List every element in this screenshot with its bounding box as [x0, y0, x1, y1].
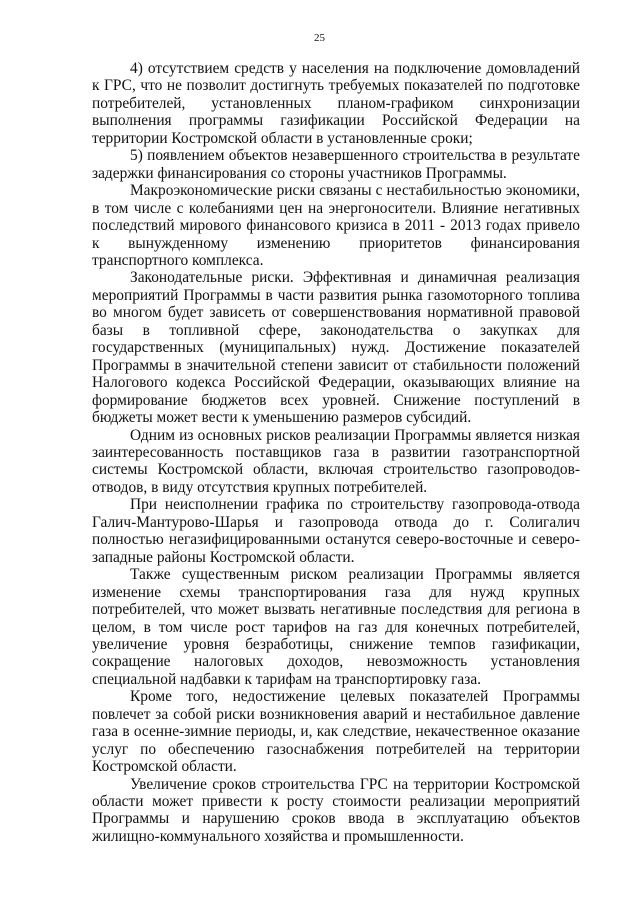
paragraph-legislative-risks: Законодательные риски. Эффективная и динамичная реализация мероприятий Программы в части развития рынка газомоторного топлива во многом будет зависеть от совершенствования нормативной правовой базы в топливной сфере, законодательства о закупках для государственных (муниципальных) нужд. Достижение показателей Программы в значительной степени зависит от стабильности положений Налогового кодекса Российской Федерации, оказывающих влияние на формирование бюджетов всех уровней. Снижение поступлений в бюджеты может вести к уменьшению размеров субсидий. — [92, 269, 580, 427]
paragraph-target-indicators: Кроме того, недостижение целевых показателей Программы повлечет за собой риски возникновения аварий и нестабильное давление газа в осенне-зимние периоды, и, как следствие, некачественное оказание услуг по обеспечению газоснабжения потребителей на территории Костромской области. — [92, 688, 580, 776]
paragraph-item-5: 5) появлением объектов незавершенного строительства в результате задержки финансирования со стороны участников Программы. — [92, 147, 580, 182]
document-body — [92, 60, 580, 845]
paragraph-transport-scheme: Также существенным риском реализации Программы является изменение схемы транспортирования газа для нужд крупных потребителей, что может вызвать негативные последствия для региона в целом, в том числе рост тарифов на газ для конечных потребителей, увеличение уровня безработицы, снижение темпов газификации, сокращение налоговых доходов, невозможность установления специальной надбавки к тарифам на транспортировку газа. — [92, 566, 580, 688]
paragraph-construction-delays: Увеличение сроков строительства ГРС на территории Костромской области может привести к росту стоимости реализации мероприятий Программы и нарушению сроков ввода в эксплуатацию объектов жилищно-коммунального хозяйства и промышленности. — [92, 775, 580, 845]
page-number: 25 — [314, 32, 325, 44]
paragraph-item-4: 4) отсутствием средств у населения на подключение домовладений к ГРС, что не позволит достигнуть требуемых показателей по подготовке потребителей, установленных планом-графиком синхронизации выполнения программы газификации Российской Федерации на территории Костромской области в установленные сроки; — [92, 60, 580, 147]
paragraph-macroeconomic-risks: Макроэкономические риски связаны с нестабильностью экономики, в том числе с колебаниями цен на энергоносители. Влияние негативных последствий мирового финансового кризиса в 2011 - 2013 годах привело к вынужденному изменению приоритетов финансирования транспортного комплекса. — [92, 182, 580, 269]
paragraph-supplier-interest: Одним из основных рисков реализации Программы является низкая заинтересованность поставщиков газа в развитии газотранспортной системы Костромской области, включая строительство газопроводов-отводов, в виду отсутствия крупных потребителей. — [92, 426, 580, 496]
paragraph-pipeline-schedule: При неисполнении графика по строительству газопровода-отвода Галич-Мантурово-Шарья и газопровода отвода до г. Солигалич полностью негазифицированными останутся северо-восточные и северо-западные районы Костромской области. — [92, 496, 580, 566]
